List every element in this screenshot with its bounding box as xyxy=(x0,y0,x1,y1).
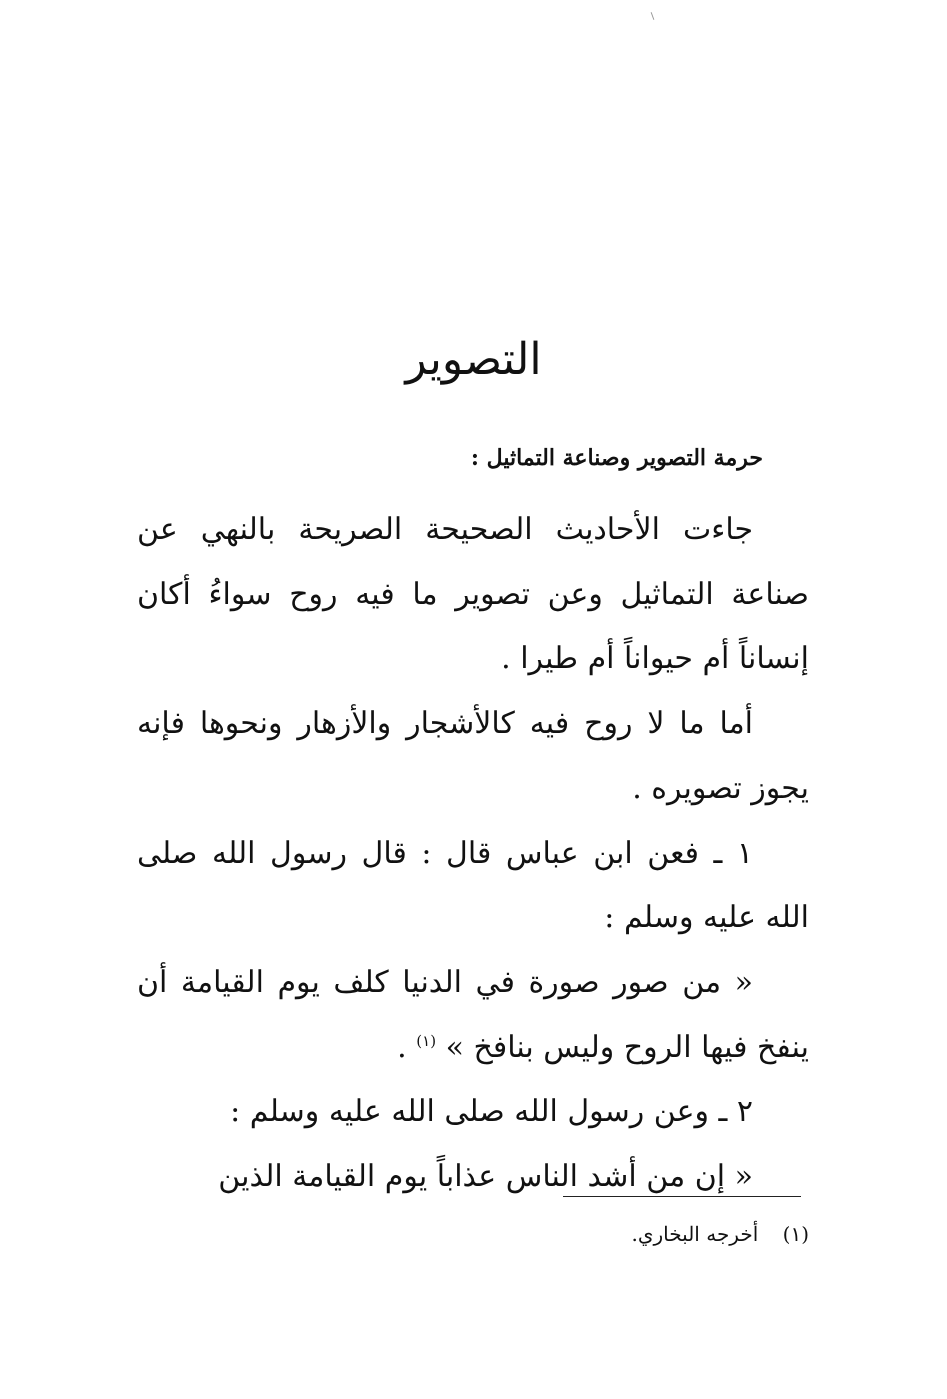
paragraph-tail: . xyxy=(397,1029,407,1065)
paragraph-text: « من صور صورة في الدنيا كلف يوم القيامة أن ينفخ فيها الروح وليس بنافخ » xyxy=(137,964,809,1065)
body-text xyxy=(137,498,809,1210)
footnote-reference[interactable]: (١) xyxy=(416,1031,437,1050)
footnote xyxy=(309,1218,809,1250)
footnote-text: أخرجه البخاري. xyxy=(631,1222,759,1246)
paragraph-intro xyxy=(137,498,809,692)
footnote-number: (١) xyxy=(782,1222,809,1246)
paragraph-hadith-1-intro xyxy=(137,822,809,951)
page-title: التصوير xyxy=(405,334,542,385)
paragraph-hadith-2-intro xyxy=(137,1080,809,1145)
paragraph-text: ١ ـ فعن ابن عباس قال : قال رسول الله صلى الله عليه وسلم : xyxy=(137,835,809,936)
section-heading: حرمة التصوير وصناعة التماثيل : xyxy=(470,445,763,471)
paragraph-text: ٢ ـ وعن رسول الله صلى الله عليه وسلم : xyxy=(230,1094,753,1130)
footnote-divider xyxy=(563,1196,801,1197)
paragraph-text: أما ما لا روح فيه كالأشجار والأزهار ونحوها فإنه يجوز تصويره . xyxy=(137,706,809,806)
paragraph-text: « إن من أشد الناس عذاباً يوم القيامة الذين xyxy=(218,1159,753,1195)
scan-speck xyxy=(651,12,655,20)
paragraph-text: جاءت الأحاديث الصحيحة الصريحة بالنهي عن صناعة التماثيل وعن تصوير ما فيه روح سواءُ أكان إنساناً أم حيواناً أم طيرا . xyxy=(137,512,809,677)
paragraph-hadith-2-quote xyxy=(137,1145,809,1210)
paragraph-exception xyxy=(137,692,809,821)
paragraph-hadith-1-quote xyxy=(137,951,809,1080)
